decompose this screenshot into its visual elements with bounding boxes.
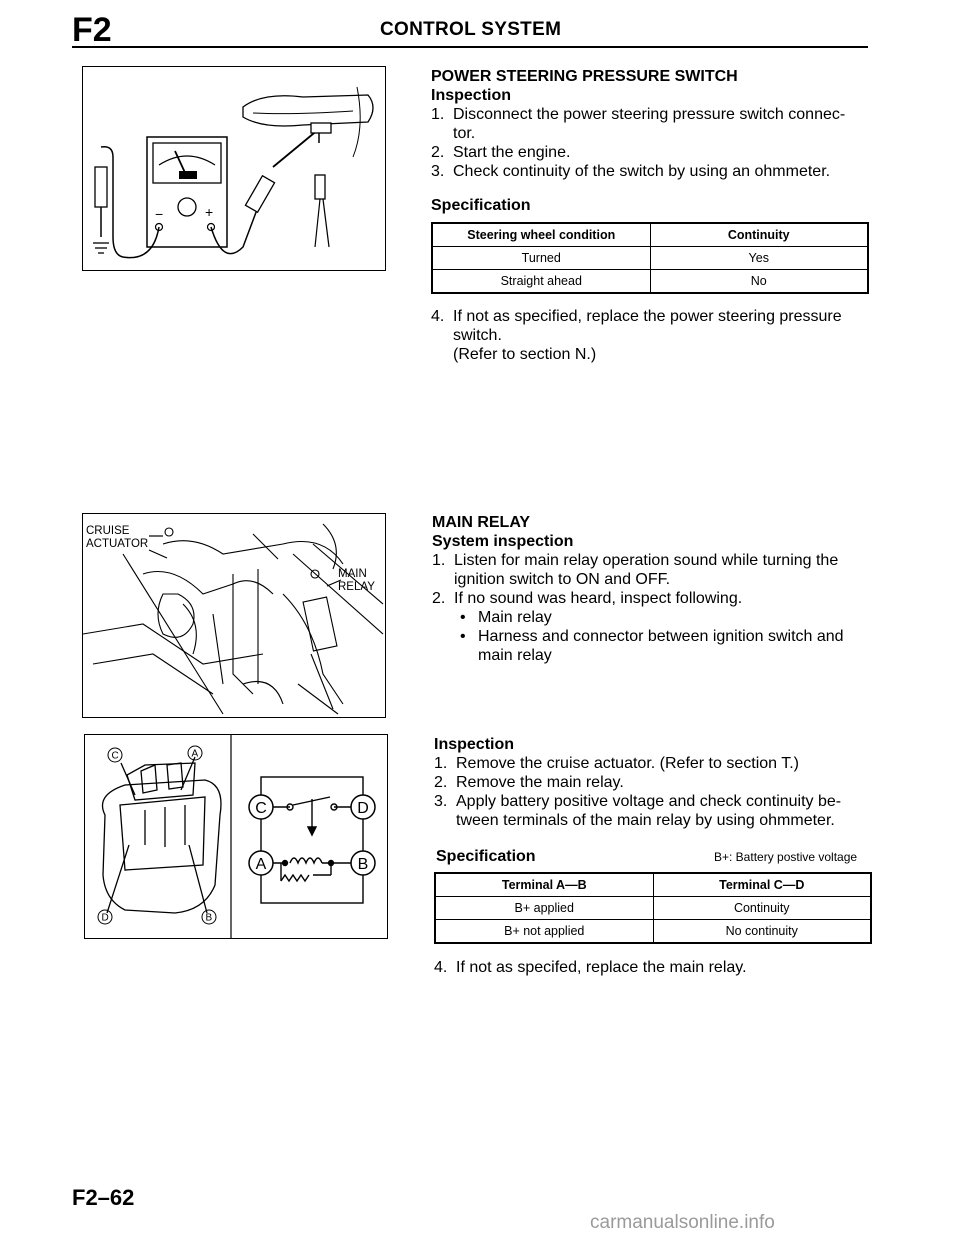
relay-inspection-heading: Inspection	[434, 736, 515, 753]
meter-plus-label: +	[205, 204, 214, 220]
battery-voltage-note: B+: Battery postive voltage	[714, 850, 858, 864]
list-item: 1. Remove the cruise actuator. (Refer to section T.)	[434, 755, 799, 772]
list-item: 1. Listen for main relay operation sound while turning the ignition switch to ON and OFF.	[432, 552, 839, 588]
main-relay-label-line1: MAIN	[338, 568, 367, 580]
table-row	[432, 270, 868, 294]
pin-d-marker: D	[101, 912, 109, 924]
table-row	[432, 247, 868, 270]
main-relay-heading: MAIN RELAY	[432, 514, 531, 531]
list-item: • Main relay	[460, 609, 552, 626]
list-item: 2. Start the engine.	[431, 144, 571, 161]
table-row	[435, 897, 871, 920]
terminal-a-label: A	[255, 856, 267, 873]
table-cell: Yes	[650, 247, 868, 270]
cruise-actuator-label-line2: ACTUATOR	[86, 538, 149, 550]
terminal-c-label: C	[255, 800, 267, 817]
column-header: Steering wheel condition	[432, 223, 650, 247]
table-cell: Turned	[432, 247, 650, 270]
main-relay-check-list	[432, 608, 872, 665]
main-relay-label-line2: RELAY	[338, 581, 375, 593]
relay-inspection-steps	[434, 754, 872, 830]
column-header: Terminal C—D	[653, 873, 871, 897]
relay-spec-heading: Specification	[436, 848, 536, 865]
table-cell: Continuity	[653, 897, 871, 920]
ps-switch-reference-note: (Refer to section N.)	[453, 346, 597, 363]
table-cell: B+ not applied	[435, 920, 653, 944]
ps-switch-steps	[431, 105, 871, 181]
pin-b-marker: B	[205, 912, 213, 924]
list-item: 4. If not as specifed, replace the main relay.	[434, 959, 747, 976]
table-cell: B+ applied	[435, 897, 653, 920]
ps-switch-step-4	[431, 307, 871, 345]
list-item: 2. Remove the main relay.	[434, 774, 624, 791]
table-cell: Straight ahead	[432, 270, 650, 294]
ps-switch-heading: POWER STEERING PRESSURE SWITCH	[431, 68, 738, 85]
main-relay-steps	[432, 551, 872, 608]
list-item: 3. Check continuity of the switch by using an ohmmeter.	[431, 163, 831, 180]
terminal-d-label: D	[357, 800, 369, 817]
cruise-actuator-label-line1: CRUISE	[86, 525, 130, 537]
terminal-b-label: B	[357, 856, 369, 873]
table-row	[435, 920, 871, 944]
main-relay-subheading: System inspection	[432, 533, 574, 550]
ps-spec-table	[431, 222, 869, 294]
list-item: 3. Apply battery positive voltage and check continuity be- tween terminals of the main relay by using ohmmeter.	[434, 793, 842, 829]
page-number: F2–62	[72, 1185, 135, 1210]
relay-spec-table	[434, 872, 872, 944]
list-item: • Harness and connector between ignition switch and main relay	[460, 628, 844, 664]
main-relay-terminals-figure	[84, 734, 388, 939]
meter-minus-label: −	[155, 206, 164, 222]
pin-a-marker: A	[191, 748, 199, 760]
table-cell: No	[650, 270, 868, 294]
table-header-row	[435, 873, 871, 897]
ps-switch-subheading: Inspection	[431, 87, 512, 104]
ps-spec-heading: Specification	[431, 197, 531, 214]
page-title: CONTROL SYSTEM	[380, 19, 562, 40]
column-header: Continuity	[650, 223, 868, 247]
ps-switch-ohmmeter-figure	[82, 66, 386, 271]
section-code: F2	[72, 11, 112, 49]
header-divider	[72, 46, 868, 48]
table-cell: No continuity	[653, 920, 871, 944]
column-header: Terminal A—B	[435, 873, 653, 897]
main-relay-location-figure	[82, 513, 386, 718]
table-header-row	[432, 223, 868, 247]
relay-connector-illustration	[85, 735, 387, 938]
relay-inspection-step-4	[434, 958, 872, 977]
list-item: 1. Disconnect the power steering pressure switch connec- tor.	[431, 106, 846, 142]
list-item: 4. If not as specified, replace the power steering pressure switch.	[431, 308, 842, 344]
pin-c-marker: C	[111, 750, 119, 762]
ohmmeter-illustration	[83, 67, 385, 270]
watermark: carmanualsonline.info	[590, 1212, 775, 1233]
list-item: 2. If no sound was heard, inspect following.	[432, 590, 743, 607]
